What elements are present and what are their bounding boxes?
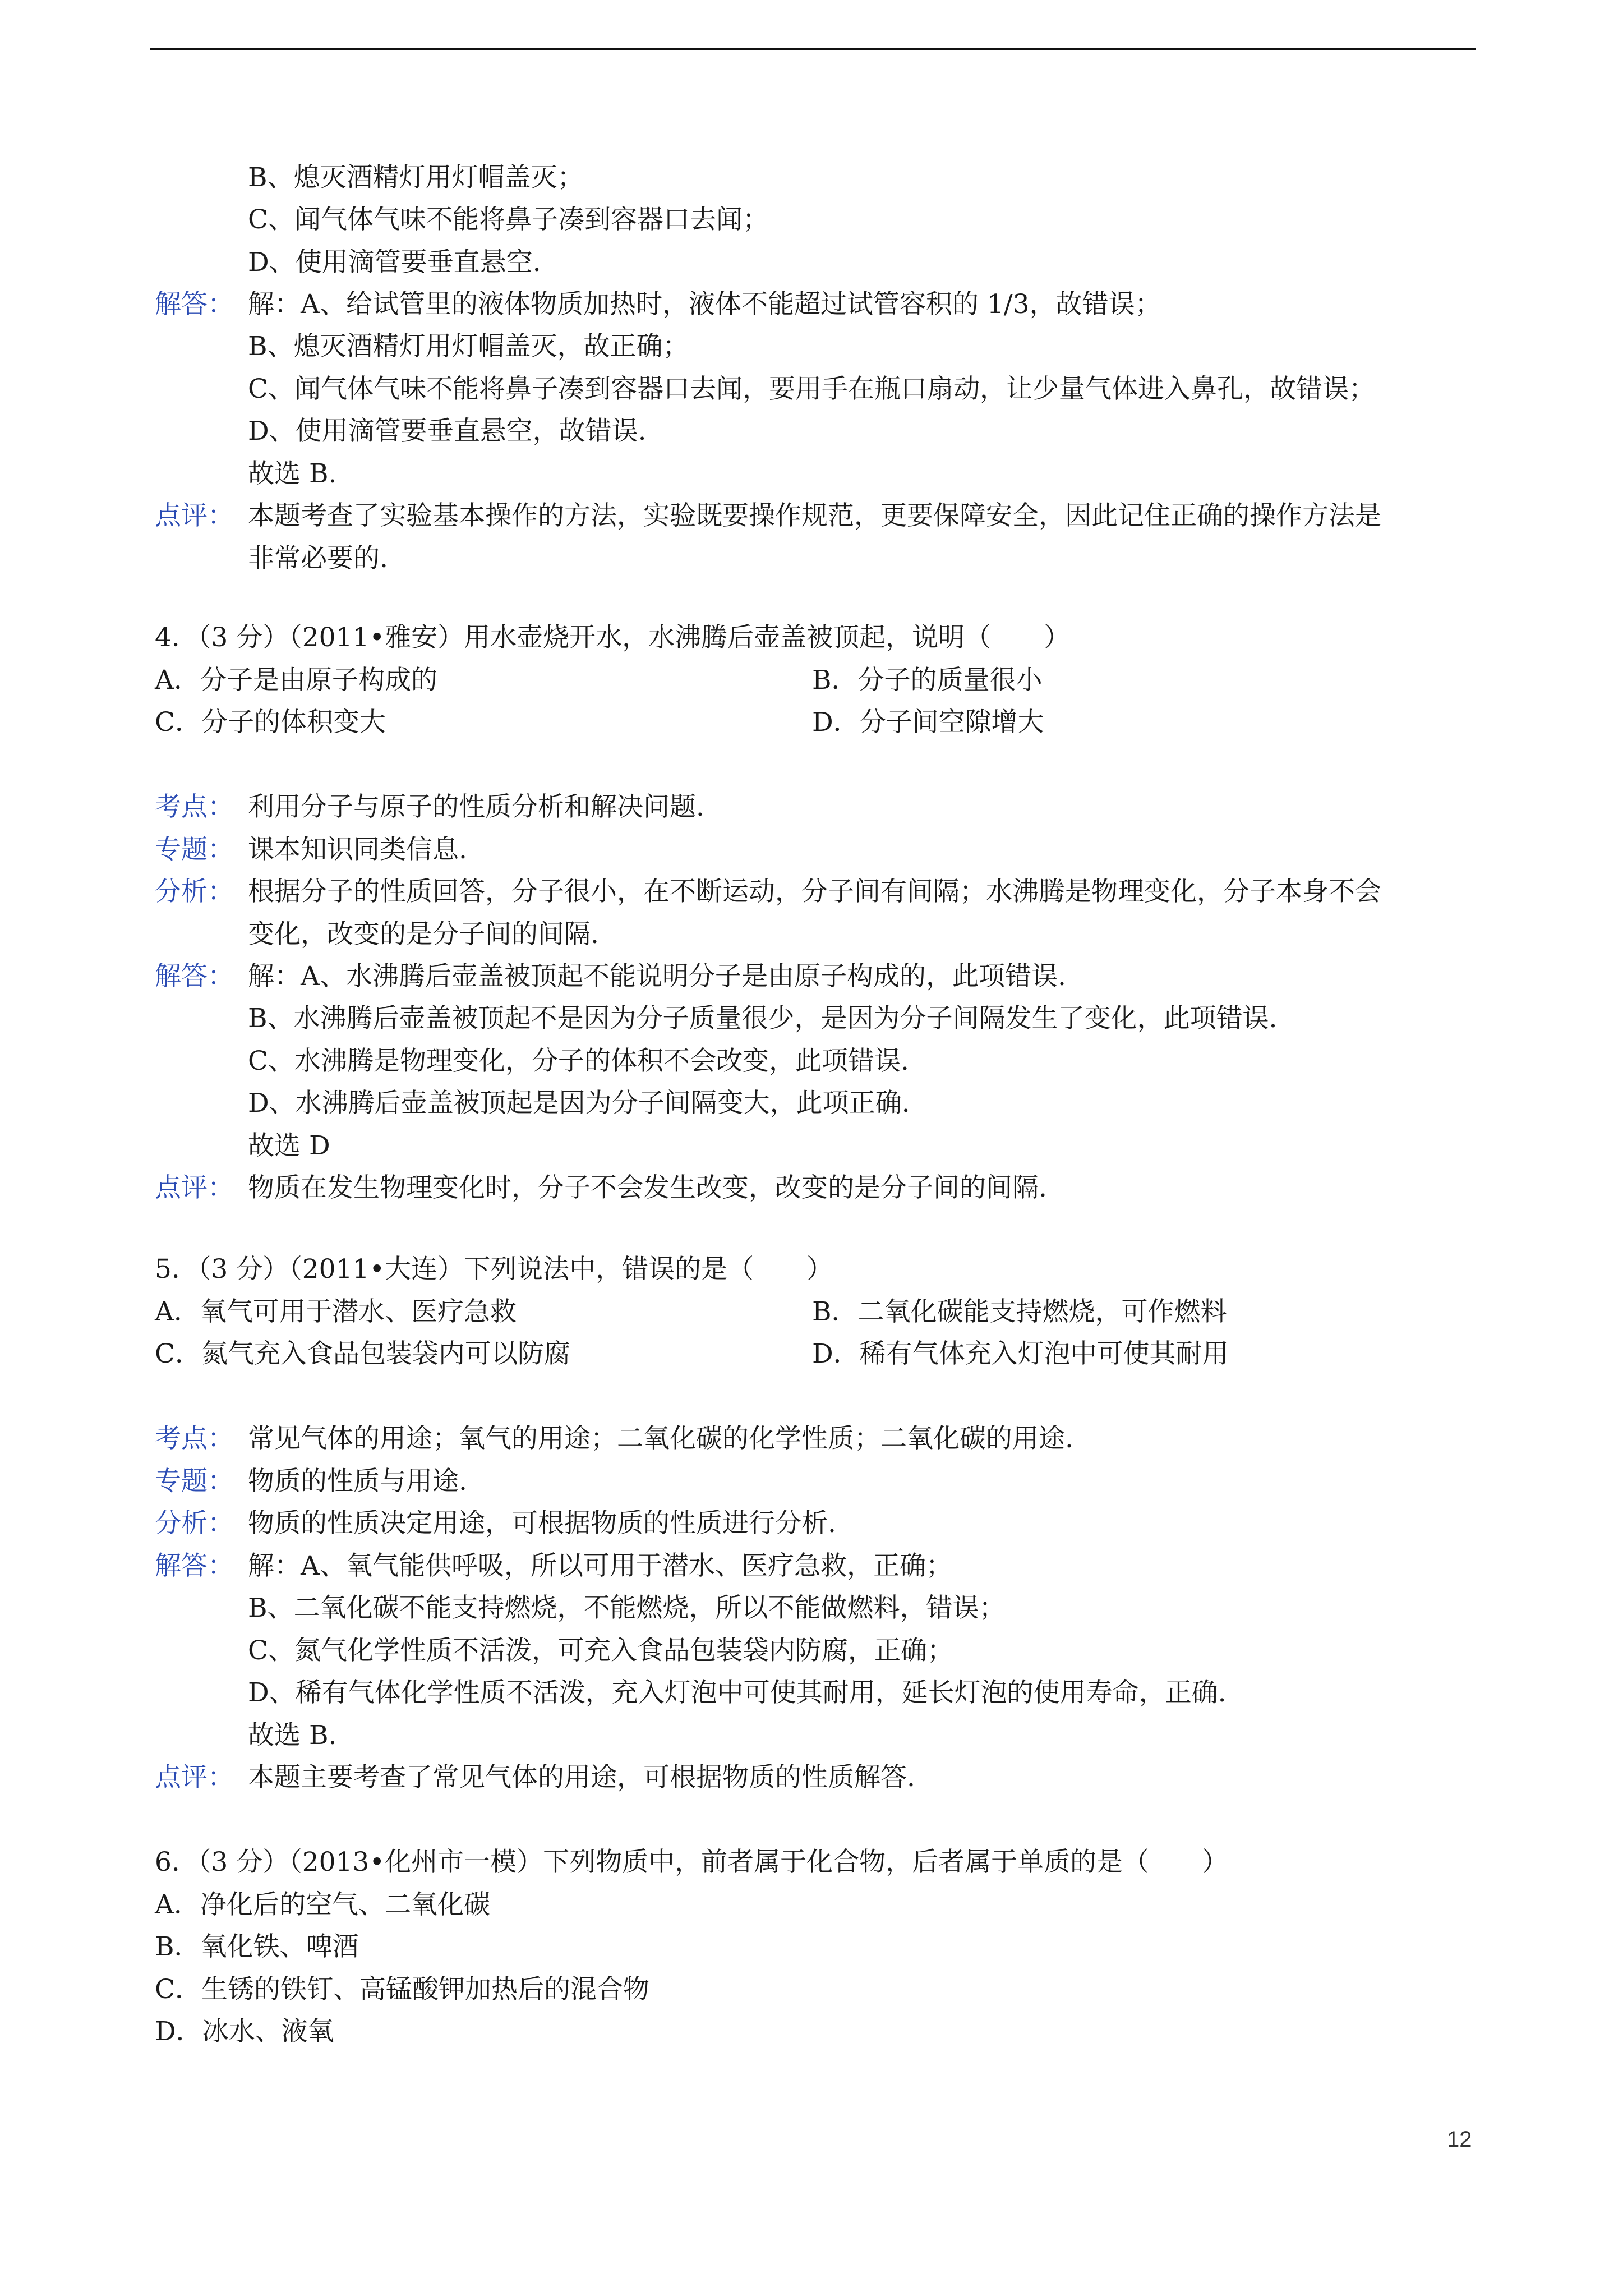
q6-stem: 6．（3 分）（2013•化州市一模）下列物质中，前者属于化合物，后者属于单质的是（ ）	[155, 1847, 1229, 1878]
q6-option-c: C．生锈的铁钉、高锰酸钾加热后的混合物	[155, 1974, 649, 2005]
q5-option-a: A．氧气可用于潜水、医疗急救	[155, 1296, 517, 1327]
q4-zhuanti-label: 专题：	[155, 834, 234, 865]
q4-option-c: C．分子的体积变大	[155, 707, 386, 738]
q5-zhuanti-text: 物质的性质与用途.	[248, 1466, 467, 1497]
q4-zhuanti-text: 课本知识同类信息.	[248, 834, 467, 865]
q5-option-d: D．稀有气体充入灯泡中可使其耐用	[812, 1338, 1229, 1369]
q3-answer-label: 解答：	[155, 289, 234, 320]
q5-kaodian-text: 常见气体的用途；氧气的用途；二氧化碳的化学性质；二氧化碳的用途.	[248, 1423, 1073, 1454]
q5-comment-text: 本题主要考查了常见气体的用途，可根据物质的性质解答.	[248, 1762, 915, 1793]
q6-option-d: D．冰水、液氧	[155, 2016, 334, 2047]
q4-kaodian-text: 利用分子与原子的性质分析和解决问题.	[248, 792, 704, 822]
q5-answer-line: D、稀有气体化学性质不活泼，充入灯泡中可使其耐用，延长灯泡的使用寿命，正确.	[248, 1677, 1227, 1708]
q4-option-a: A．分子是由原子构成的	[155, 665, 437, 696]
q3-comment-label: 点评：	[155, 500, 234, 531]
q5-answer-line: 故选 B.	[248, 1720, 337, 1751]
page-number: 12	[1447, 2127, 1472, 2152]
q4-fenxi-label: 分析：	[155, 876, 234, 907]
q5-fenxi-text: 物质的性质决定用途，可根据物质的性质进行分析.	[248, 1508, 836, 1539]
q3-answer-line: D、使用滴管要垂直悬空，故错误.	[248, 416, 647, 447]
q3-answer-line: B、熄灭酒精灯用灯帽盖灭，故正确；	[248, 331, 689, 362]
q4-answer-line: C、水沸腾是物理变化，分子的体积不会改变，此项错误.	[248, 1046, 909, 1076]
q4-fenxi-line: 根据分子的性质回答，分子很小，在不断运动，分子间有间隔；水沸腾是物理变化，分子本身不会	[248, 876, 1381, 907]
q6-option-a: A．净化后的空气、二氧化碳	[155, 1889, 490, 1920]
q3-comment-line: 非常必要的.	[248, 543, 388, 574]
q4-fenxi-line: 变化，改变的是分子间的间隔.	[248, 919, 599, 950]
q4-option-d: D．分子间空隙增大	[812, 707, 1044, 738]
q5-option-c: C．氮气充入食品包装袋内可以防腐	[155, 1338, 570, 1369]
q6-option-b: B．氧化铁、啤酒	[155, 1931, 359, 1962]
q3-option-d: D、使用滴管要垂直悬空.	[248, 247, 541, 278]
q5-option-b: B．二氧化碳能支持燃烧，可作燃料	[812, 1296, 1227, 1327]
q4-comment-text: 物质在发生物理变化时，分子不会发生改变，改变的是分子间的间隔.	[248, 1172, 1047, 1203]
q4-answer-line: 故选 D	[248, 1130, 330, 1161]
q3-answer-line: 解：A、给试管里的液体物质加热时，液体不能超过试管容积的 1/3，故错误；	[248, 289, 1161, 320]
q3-answer-line: C、闻气体气味不能将鼻子凑到容器口去闻，要用手在瓶口扇动，让少量气体进入鼻孔，故错误；	[248, 374, 1375, 404]
q4-comment-label: 点评：	[155, 1172, 234, 1203]
q5-comment-label: 点评：	[155, 1762, 234, 1793]
q5-answer-line: 解：A、氧气能供呼吸，所以可用于潜水、医疗急救，正确；	[248, 1550, 952, 1581]
q4-option-b: B．分子的质量很小	[812, 665, 1043, 696]
q4-kaodian-label: 考点：	[155, 792, 234, 822]
q5-kaodian-label: 考点：	[155, 1423, 234, 1454]
q4-answer-line: D、水沸腾后壶盖被顶起是因为分子间隔变大，此项正确.	[248, 1088, 910, 1119]
q4-answer-line: 解：A、水沸腾后壶盖被顶起不能说明分子是由原子构成的，此项错误.	[248, 961, 1066, 992]
q5-answer-line: C、氮气化学性质不活泼，可充入食品包装袋内防腐，正确；	[248, 1635, 953, 1666]
q5-stem: 5．（3 分）（2011•大连）下列说法中，错误的是（ ）	[155, 1254, 833, 1285]
q3-option-c: C、闻气体气味不能将鼻子凑到容器口去闻；	[248, 204, 769, 235]
header-rule	[150, 48, 1476, 50]
q4-stem: 4．（3 分）（2011•雅安）用水壶烧开水，水沸腾后壶盖被顶起，说明（ ）	[155, 622, 1071, 653]
q5-fenxi-label: 分析：	[155, 1508, 234, 1539]
q3-comment-line: 本题考查了实验基本操作的方法，实验既要操作规范，更要保障安全，因此记住正确的操作方法是	[248, 500, 1381, 531]
q4-answer-label: 解答：	[155, 961, 234, 992]
q3-option-b: B、熄灭酒精灯用灯帽盖灭；	[248, 162, 584, 193]
q4-answer-line: B、水沸腾后壶盖被顶起不是因为分子质量很少，是因为分子间隔发生了变化，此项错误.	[248, 1003, 1278, 1034]
q5-answer-line: B、二氧化碳不能支持燃烧，不能燃烧，所以不能做燃料，错误；	[248, 1593, 1006, 1623]
q5-answer-label: 解答：	[155, 1550, 234, 1581]
q5-zhuanti-label: 专题：	[155, 1466, 234, 1497]
q3-answer-line: 故选 B.	[248, 458, 337, 489]
